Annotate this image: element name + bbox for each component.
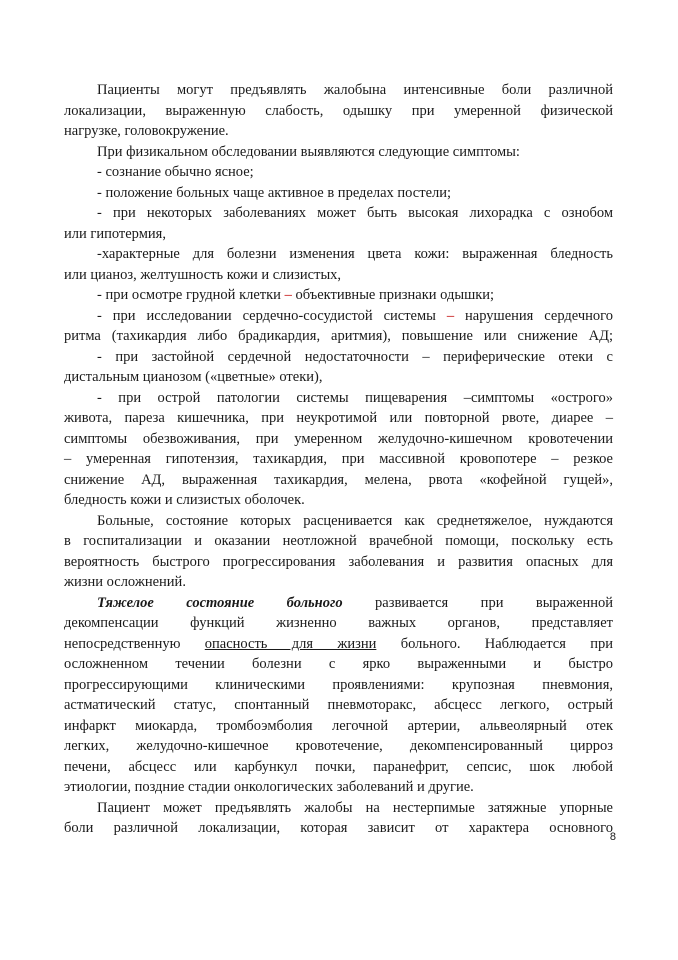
text-line: декомпенсации функций жизненно важных органов, представляет: [64, 615, 613, 631]
text-line: локализации, выраженную слабость, одышку при умеренной физической: [64, 102, 613, 119]
text-line: Пациент может предъявлять жалобы на нестерпимые затяжные упорные: [97, 799, 613, 816]
text-line: или гипотермия,: [64, 225, 166, 242]
text-segment: - при исследовании сердечно-сосудистой системы: [97, 307, 447, 324]
text-line: [64, 306, 613, 327]
text-line: - при некоторых заболеваниях может быть высокая лихорадка с ознобом: [97, 205, 613, 221]
body-text: [64, 80, 613, 839]
text-line: или цианоз, желтушность кожи и слизистых,: [64, 266, 342, 283]
text-line: [64, 634, 613, 655]
text-segment: объективные признаки одышки;: [291, 287, 495, 303]
text-segment: нарушения сердечного: [454, 307, 613, 324]
text-line: -характерные для болезни изменения цвета кожи: выраженная бледность: [97, 246, 613, 262]
text-line: Больные, состояние которых расценивается как среднетяжелое, нуждаются: [97, 512, 613, 529]
text-line: астматический статус, спонтанный пневмоторакс, абсцесс легкого, острый: [64, 697, 613, 713]
text-segment: –: [463, 389, 471, 406]
text-line: печени, абсцесс или карбункул почки, паранефрит, сепсис, шок любой: [64, 758, 613, 775]
text-segment: симптомы «острого»: [470, 389, 613, 406]
text-line: инфаркт миокарда, тромбоэмболия легочной артерии, альвеолярный отек: [64, 717, 613, 734]
dash-accent: –: [284, 287, 292, 303]
text-line: ритма (тахикардия либо брадикардия, аритмия), повышение или снижение АД;: [64, 328, 613, 344]
text-line: – умеренная гипотензия, тахикардия, при массивной кровопотере – резкое: [64, 451, 613, 467]
text-line: Пациенты могут предъявлять жалобына интенсивные боли различной: [97, 82, 613, 98]
text-line: бледность кожи и слизистых оболочек.: [64, 492, 305, 508]
text-segment: больного. Наблюдается при: [376, 635, 613, 652]
text-segment: развивается при выраженной: [342, 594, 613, 611]
text-line: - положение больных чаще активное в пределах постели;: [97, 184, 452, 201]
text-line: живота, пареза кишечника, при неукротимой или повторной рвоте, диарее –: [64, 410, 613, 426]
text-line: осложненном течении болезни с ярко выраженными и быстро: [64, 656, 613, 672]
text-line: вероятность быстрого прогрессирования заболевания и развития опасных для: [64, 553, 613, 570]
text-line: При физикальном обследовании выявляются следующие симптомы:: [97, 143, 520, 160]
underlined-phrase: опасность для жизни: [204, 635, 377, 652]
text-line: - сознание обычно ясное;: [97, 164, 254, 180]
text-line: жизни осложнений.: [64, 574, 186, 590]
text-line: этиологии, поздние стадии онкологических заболеваний и другие.: [64, 779, 474, 795]
text-line: прогрессирующими клиническими проявлениями: крупозная пневмония,: [64, 676, 613, 693]
text-line: снижение АД, выраженная тахикардия, мелена, рвота «кофейной гущей»,: [64, 471, 613, 488]
text-segment: - при осмотре грудной клетки: [97, 287, 285, 303]
text-line: боли различной локализации, которая зависит от характера основного: [64, 820, 613, 836]
text-line: дистальным цианозом («цветные» отеки),: [64, 369, 323, 385]
text-line: нагрузке, головокружение.: [64, 123, 229, 139]
severe-condition-term: Тяжелое состояние больного: [97, 594, 343, 611]
text-segment: непосредственную: [64, 635, 205, 652]
text-line: [64, 388, 613, 409]
text-line: легких, желудочно-кишечное кровотечение, декомпенсированный цирроз: [64, 738, 613, 754]
page-number: 8: [609, 831, 616, 843]
text-line: в госпитализации и оказании неотложной врачебной помощи, поскольку есть: [64, 533, 613, 549]
text-segment: - при острой патологии системы пищеварения: [97, 389, 464, 406]
text-line: - при застойной сердечной недостаточности – периферические отеки с: [97, 348, 613, 365]
text-line: [64, 593, 613, 614]
text-line: симптомы обезвоживания, при умеренном желудочно-кишечном кровотечении: [64, 430, 613, 447]
dash-accent: –: [446, 307, 455, 324]
text-line: [64, 285, 613, 306]
